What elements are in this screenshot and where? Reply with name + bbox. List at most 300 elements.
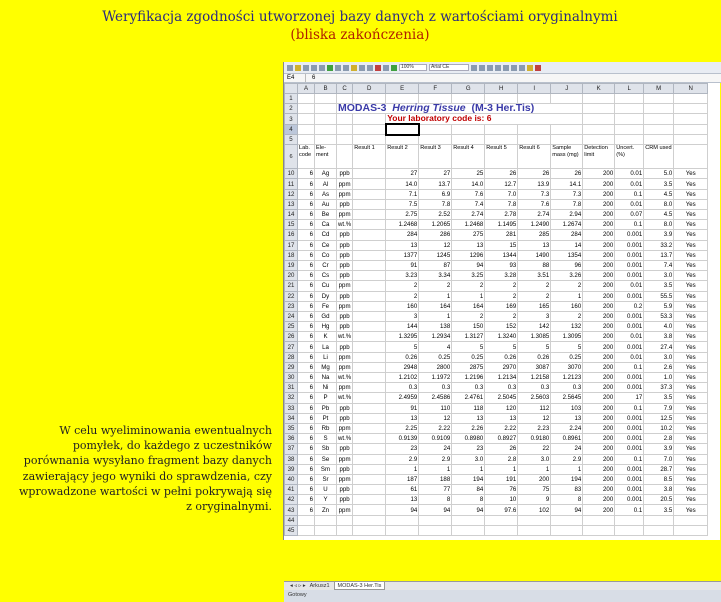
data-cell[interactable]: 2.94 — [551, 210, 583, 220]
data-cell[interactable]: 1.1495 — [485, 220, 518, 230]
data-cell[interactable]: 0.8980 — [452, 434, 485, 444]
cell[interactable] — [419, 135, 452, 145]
redo-icon[interactable] — [367, 65, 373, 71]
data-cell[interactable]: 13 — [386, 413, 419, 423]
row-header[interactable]: 21 — [285, 281, 298, 291]
data-cell[interactable]: 94 — [452, 505, 485, 515]
data-cell[interactable]: 8 — [551, 495, 583, 505]
data-cell[interactable]: Cs — [315, 271, 337, 281]
cell[interactable] — [518, 124, 551, 134]
cell[interactable] — [353, 301, 386, 311]
data-cell[interactable]: Yes — [674, 169, 708, 179]
data-cell[interactable]: 1.2158 — [518, 373, 551, 383]
cell[interactable] — [353, 485, 386, 495]
cell[interactable] — [485, 135, 518, 145]
data-cell[interactable]: 1.2468 — [452, 220, 485, 230]
lab-code-cell[interactable]: Your laboratory code is: 6 — [386, 114, 583, 125]
data-cell[interactable]: 110 — [419, 403, 452, 413]
data-cell[interactable]: 144 — [386, 322, 419, 332]
data-cell[interactable]: 2.74 — [518, 210, 551, 220]
cell[interactable] — [353, 124, 386, 134]
data-cell[interactable]: 194 — [551, 474, 583, 484]
data-cell[interactable]: 1 — [419, 311, 452, 321]
data-cell[interactable]: 8.0 — [644, 220, 674, 230]
data-cell[interactable]: U — [315, 485, 337, 495]
data-cell[interactable]: ppm — [337, 454, 353, 464]
data-cell[interactable]: 0.01 — [615, 332, 644, 342]
data-cell[interactable]: 0.001 — [615, 260, 644, 270]
data-cell[interactable]: 97.6 — [485, 505, 518, 515]
data-cell[interactable]: 94 — [452, 260, 485, 270]
data-cell[interactable]: 2.8 — [485, 454, 518, 464]
row-header[interactable]: 5 — [285, 135, 298, 145]
data-cell[interactable]: 1.2196 — [452, 373, 485, 383]
data-cell[interactable]: 6 — [298, 444, 315, 454]
data-cell[interactable]: Na — [315, 373, 337, 383]
data-cell[interactable]: 2 — [518, 291, 551, 301]
data-cell[interactable]: 0.001 — [615, 485, 644, 495]
data-cell[interactable]: 1354 — [551, 250, 583, 260]
data-cell[interactable]: 0.9180 — [518, 434, 551, 444]
data-cell[interactable]: 200 — [583, 423, 615, 433]
cell[interactable] — [551, 94, 583, 104]
data-cell[interactable]: 2 — [419, 281, 452, 291]
cell[interactable] — [353, 423, 386, 433]
formula-input[interactable]: 6 — [312, 75, 316, 81]
data-cell[interactable]: Co — [315, 250, 337, 260]
cell[interactable] — [353, 311, 386, 321]
data-cell[interactable]: 1377 — [386, 250, 419, 260]
data-cell[interactable]: 2.4586 — [419, 393, 452, 403]
data-cell[interactable]: 6 — [298, 301, 315, 311]
data-cell[interactable]: 0.1 — [615, 454, 644, 464]
cell[interactable] — [615, 124, 644, 134]
cell[interactable] — [551, 124, 583, 134]
data-cell[interactable]: 3 — [386, 311, 419, 321]
data-cell[interactable]: wt.% — [338, 333, 352, 341]
data-cell[interactable]: ppm — [337, 301, 353, 311]
data-cell[interactable]: 3.9 — [644, 230, 674, 240]
data-cell[interactable]: 83 — [551, 485, 583, 495]
data-cell[interactable]: 0.26 — [386, 352, 419, 362]
data-cell[interactable]: 3.34 — [419, 271, 452, 281]
data-cell[interactable]: 12.5 — [644, 413, 674, 423]
data-cell[interactable]: 0.9109 — [419, 434, 452, 444]
column-title-cell[interactable]: Lab. code — [298, 145, 315, 169]
data-cell[interactable]: 2 — [485, 281, 518, 291]
data-cell[interactable]: 93 — [485, 260, 518, 270]
data-cell[interactable]: 142 — [518, 322, 551, 332]
data-cell[interactable]: 13.7 — [644, 250, 674, 260]
data-cell[interactable]: Yes — [674, 199, 708, 209]
cell[interactable] — [353, 169, 386, 179]
data-cell[interactable]: 6 — [298, 189, 315, 199]
data-cell[interactable]: 2.9 — [419, 454, 452, 464]
data-cell[interactable]: Yes — [674, 383, 708, 393]
data-cell[interactable]: 1 — [386, 464, 419, 474]
data-cell[interactable]: Dy — [315, 291, 337, 301]
data-cell[interactable]: 2.26 — [452, 423, 485, 433]
data-cell[interactable]: 200 — [583, 464, 615, 474]
data-cell[interactable]: 2.5045 — [485, 393, 518, 403]
cell[interactable] — [674, 515, 708, 525]
data-cell[interactable]: Yes — [674, 474, 708, 484]
column-title-cell[interactable]: Ele-ment — [315, 145, 337, 169]
data-cell[interactable]: 2.4959 — [386, 393, 419, 403]
data-cell[interactable]: 200 — [583, 322, 615, 332]
data-cell[interactable]: 0.25 — [419, 352, 452, 362]
data-cell[interactable]: 13 — [518, 240, 551, 250]
cell[interactable] — [298, 515, 315, 525]
data-cell[interactable]: 3.0 — [644, 352, 674, 362]
paste-icon[interactable] — [351, 65, 357, 71]
cell[interactable] — [644, 515, 674, 525]
column-header-B[interactable]: B — [315, 84, 337, 94]
column-header-G[interactable]: G — [452, 84, 485, 94]
autosum-icon[interactable] — [375, 65, 381, 71]
cell[interactable] — [353, 505, 386, 515]
data-cell[interactable]: 0.01 — [615, 179, 644, 189]
cell[interactable] — [551, 515, 583, 525]
data-cell[interactable]: 1 — [452, 291, 485, 301]
data-cell[interactable]: 13 — [485, 413, 518, 423]
data-cell[interactable]: Yes — [674, 464, 708, 474]
data-cell[interactable]: 26 — [551, 169, 583, 179]
data-cell[interactable]: 200 — [583, 250, 615, 260]
data-cell[interactable]: 0.001 — [615, 444, 644, 454]
data-cell[interactable]: ppb — [337, 260, 353, 270]
data-cell[interactable]: 200 — [583, 454, 615, 464]
data-cell[interactable]: 91 — [386, 403, 419, 413]
cell[interactable] — [353, 114, 386, 125]
cell[interactable] — [353, 281, 386, 291]
data-cell[interactable]: 112 — [518, 403, 551, 413]
data-cell[interactable]: 200 — [583, 352, 615, 362]
data-cell[interactable]: 6 — [298, 474, 315, 484]
data-cell[interactable]: 1245 — [419, 250, 452, 260]
cell[interactable] — [353, 291, 386, 301]
data-cell[interactable]: 160 — [386, 301, 419, 311]
data-cell[interactable]: 194 — [452, 474, 485, 484]
data-cell[interactable]: 1344 — [485, 250, 518, 260]
cell[interactable] — [298, 104, 315, 114]
data-cell[interactable]: 1.2468 — [386, 220, 419, 230]
data-cell[interactable]: 3.8 — [644, 485, 674, 495]
data-cell[interactable]: 4 — [419, 342, 452, 352]
data-cell[interactable]: 0.001 — [615, 311, 644, 321]
data-cell[interactable]: 6 — [298, 393, 315, 403]
data-cell[interactable]: Yes — [674, 505, 708, 515]
column-title-cell[interactable]: Detection limit — [583, 145, 615, 169]
data-cell[interactable]: 200 — [583, 189, 615, 199]
data-cell[interactable]: 0.1 — [615, 505, 644, 515]
data-cell[interactable]: ppb — [337, 342, 353, 352]
cell[interactable] — [298, 124, 315, 134]
data-cell[interactable]: 1.0 — [644, 373, 674, 383]
data-cell[interactable]: 200 — [583, 199, 615, 209]
cell[interactable] — [452, 135, 485, 145]
data-cell[interactable]: 200 — [583, 474, 615, 484]
cell[interactable] — [315, 104, 337, 114]
cell[interactable] — [674, 525, 708, 535]
data-cell[interactable]: 7.6 — [518, 199, 551, 209]
data-cell[interactable]: wt.% — [338, 394, 352, 402]
column-title-cell[interactable]: Result 6 — [518, 145, 551, 169]
cell[interactable] — [353, 271, 386, 281]
data-cell[interactable]: 0.1 — [615, 189, 644, 199]
row-header[interactable]: 32 — [285, 393, 298, 403]
data-cell[interactable]: 87 — [419, 260, 452, 270]
data-cell[interactable]: 4.5 — [644, 189, 674, 199]
data-cell[interactable]: Yes — [674, 332, 708, 342]
data-cell[interactable]: 200 — [583, 332, 615, 342]
data-cell[interactable]: 2.75 — [386, 210, 419, 220]
cell[interactable] — [386, 515, 419, 525]
cell[interactable] — [353, 454, 386, 464]
data-cell[interactable]: 1 — [419, 464, 452, 474]
data-cell[interactable]: Fe — [315, 301, 337, 311]
data-cell[interactable]: Yes — [674, 342, 708, 352]
row-header[interactable]: 22 — [285, 291, 298, 301]
data-cell[interactable]: 6.9 — [419, 189, 452, 199]
data-cell[interactable]: 5 — [386, 342, 419, 352]
cell[interactable] — [353, 495, 386, 505]
column-title-cell[interactable]: Result 2 — [386, 145, 419, 169]
column-header-K[interactable]: K — [583, 84, 615, 94]
cell[interactable] — [353, 444, 386, 454]
data-cell[interactable]: 6 — [298, 352, 315, 362]
data-cell[interactable]: 91 — [386, 260, 419, 270]
data-cell[interactable]: 3 — [518, 311, 551, 321]
data-cell[interactable]: 26 — [485, 169, 518, 179]
data-cell[interactable]: Yes — [674, 393, 708, 403]
data-cell[interactable]: 1.1972 — [419, 373, 452, 383]
data-cell[interactable]: 1.2134 — [485, 373, 518, 383]
sort-icon[interactable] — [383, 65, 389, 71]
cell[interactable] — [485, 515, 518, 525]
data-cell[interactable]: Yes — [674, 260, 708, 270]
data-cell[interactable]: ppm — [337, 281, 353, 291]
cell[interactable] — [674, 114, 708, 125]
cell[interactable] — [353, 383, 386, 393]
data-cell[interactable]: 1 — [485, 464, 518, 474]
data-cell[interactable]: 26 — [485, 444, 518, 454]
align-right-icon[interactable] — [511, 65, 517, 71]
cell[interactable] — [353, 403, 386, 413]
data-cell[interactable]: ppb — [337, 240, 353, 250]
data-cell[interactable]: 6 — [298, 179, 315, 189]
data-cell[interactable]: 13 — [386, 495, 419, 505]
row-header[interactable]: 28 — [285, 352, 298, 362]
data-cell[interactable]: 275 — [452, 230, 485, 240]
cell[interactable] — [315, 525, 337, 535]
row-header[interactable]: 16 — [285, 230, 298, 240]
cut-icon[interactable] — [335, 65, 341, 71]
data-cell[interactable]: Yes — [674, 230, 708, 240]
data-cell[interactable]: 0.001 — [615, 230, 644, 240]
data-cell[interactable]: 200 — [583, 230, 615, 240]
data-cell[interactable]: 94 — [419, 505, 452, 515]
data-cell[interactable]: 1.2065 — [419, 220, 452, 230]
data-cell[interactable]: 2 — [551, 311, 583, 321]
data-cell[interactable]: 0.01 — [615, 199, 644, 209]
align-center-icon[interactable] — [503, 65, 509, 71]
cell[interactable] — [353, 464, 386, 474]
data-cell[interactable]: 2 — [551, 281, 583, 291]
data-cell[interactable]: ppm — [337, 179, 353, 189]
data-cell[interactable]: Au — [315, 199, 337, 209]
data-cell[interactable]: 6 — [298, 240, 315, 250]
data-cell[interactable]: K — [315, 332, 337, 342]
data-cell[interactable]: 6 — [298, 332, 315, 342]
data-cell[interactable]: 14.1 — [551, 179, 583, 189]
data-cell[interactable]: 53.3 — [644, 311, 674, 321]
data-cell[interactable]: 200 — [583, 220, 615, 230]
cell[interactable] — [353, 250, 386, 260]
cell[interactable] — [337, 114, 353, 125]
data-cell[interactable]: Rb — [315, 423, 337, 433]
data-cell[interactable]: 6 — [298, 220, 315, 230]
data-cell[interactable]: Yes — [674, 271, 708, 281]
data-cell[interactable]: 200 — [583, 403, 615, 413]
data-cell[interactable]: Ag — [315, 169, 337, 179]
cell[interactable] — [674, 124, 708, 134]
data-cell[interactable]: 6 — [298, 199, 315, 209]
data-cell[interactable]: 0.3 — [452, 383, 485, 393]
data-cell[interactable]: 3.9 — [644, 444, 674, 454]
data-cell[interactable]: 200 — [583, 505, 615, 515]
cell[interactable] — [353, 332, 386, 342]
data-cell[interactable]: 6 — [298, 362, 315, 372]
data-cell[interactable]: 200 — [583, 393, 615, 403]
row-header[interactable]: 36 — [285, 434, 298, 444]
data-cell[interactable]: Sb — [315, 444, 337, 454]
data-cell[interactable]: Y — [315, 495, 337, 505]
row-header[interactable]: 4 — [285, 124, 298, 134]
data-cell[interactable]: ppm — [337, 474, 353, 484]
row-header[interactable]: 29 — [285, 362, 298, 372]
data-cell[interactable]: 0.2 — [615, 301, 644, 311]
data-cell[interactable]: 2875 — [452, 362, 485, 372]
data-cell[interactable]: ppm — [337, 505, 353, 515]
data-cell[interactable]: Yes — [674, 179, 708, 189]
cell[interactable] — [485, 124, 518, 134]
data-cell[interactable]: 7.8 — [485, 199, 518, 209]
data-cell[interactable]: 0.25 — [452, 352, 485, 362]
column-header-A[interactable]: A — [298, 84, 315, 94]
data-cell[interactable]: 2.5645 — [551, 393, 583, 403]
cell[interactable] — [583, 104, 615, 114]
data-cell[interactable]: 2 — [386, 291, 419, 301]
cell[interactable] — [315, 135, 337, 145]
cell[interactable] — [353, 362, 386, 372]
data-cell[interactable]: Be — [315, 210, 337, 220]
data-cell[interactable]: 0.001 — [615, 423, 644, 433]
data-cell[interactable]: 23 — [452, 444, 485, 454]
data-cell[interactable]: 3.5 — [644, 179, 674, 189]
cell[interactable] — [452, 515, 485, 525]
new-file-icon[interactable] — [287, 65, 293, 71]
cell[interactable] — [298, 94, 315, 104]
data-cell[interactable]: 6 — [298, 230, 315, 240]
data-cell[interactable]: 6 — [298, 281, 315, 291]
data-cell[interactable]: 200 — [583, 281, 615, 291]
data-cell[interactable]: 1 — [518, 464, 551, 474]
data-cell[interactable]: Yes — [674, 485, 708, 495]
data-cell[interactable]: 5.9 — [644, 301, 674, 311]
row-header[interactable]: 20 — [285, 271, 298, 281]
cell[interactable] — [353, 179, 386, 189]
data-cell[interactable]: 6 — [298, 454, 315, 464]
data-cell[interactable]: 6 — [298, 260, 315, 270]
data-cell[interactable]: 200 — [583, 485, 615, 495]
data-cell[interactable]: ppb — [337, 413, 353, 423]
data-cell[interactable]: 1.2490 — [518, 220, 551, 230]
data-cell[interactable]: Pt — [315, 413, 337, 423]
data-cell[interactable]: 0.001 — [615, 434, 644, 444]
data-cell[interactable]: 20.5 — [644, 495, 674, 505]
data-cell[interactable]: Sr — [315, 474, 337, 484]
data-cell[interactable]: 3.28 — [485, 271, 518, 281]
cell[interactable] — [419, 525, 452, 535]
data-cell[interactable]: 3.0 — [452, 454, 485, 464]
data-cell[interactable]: 4.0 — [644, 322, 674, 332]
data-cell[interactable]: 200 — [583, 495, 615, 505]
cell[interactable] — [452, 124, 485, 134]
font-color-icon[interactable] — [535, 65, 541, 71]
data-cell[interactable]: wt.% — [338, 435, 352, 443]
cell[interactable] — [551, 135, 583, 145]
data-cell[interactable]: ppb — [337, 485, 353, 495]
cell[interactable] — [353, 515, 386, 525]
cell[interactable] — [551, 525, 583, 535]
row-header[interactable]: 15 — [285, 220, 298, 230]
save-icon[interactable] — [303, 65, 309, 71]
cell[interactable] — [674, 135, 708, 145]
column-title-cell[interactable]: Sample mass (mg) — [551, 145, 583, 169]
data-cell[interactable]: ppm — [337, 362, 353, 372]
data-cell[interactable]: Yes — [674, 373, 708, 383]
data-cell[interactable]: 94 — [551, 505, 583, 515]
data-cell[interactable]: Yes — [674, 240, 708, 250]
data-cell[interactable]: La — [315, 342, 337, 352]
data-cell[interactable]: 2.25 — [386, 423, 419, 433]
print-icon[interactable] — [311, 65, 317, 71]
data-cell[interactable]: 7.4 — [644, 260, 674, 270]
data-cell[interactable]: 13 — [551, 413, 583, 423]
column-title-cell[interactable]: CRM used — [644, 145, 674, 169]
data-cell[interactable]: 1 — [452, 464, 485, 474]
data-cell[interactable]: 55.5 — [644, 291, 674, 301]
row-header[interactable]: 27 — [285, 342, 298, 352]
data-cell[interactable]: Yes — [674, 454, 708, 464]
data-cell[interactable]: Yes — [674, 434, 708, 444]
data-cell[interactable]: 14.0 — [452, 179, 485, 189]
cell[interactable] — [419, 124, 452, 134]
data-cell[interactable]: Yes — [674, 352, 708, 362]
cell[interactable] — [353, 220, 386, 230]
cell[interactable] — [583, 94, 615, 104]
column-header-E[interactable]: E — [386, 84, 419, 94]
data-cell[interactable]: 0.001 — [615, 495, 644, 505]
print-preview-icon[interactable] — [319, 65, 325, 71]
data-cell[interactable]: 2970 — [485, 362, 518, 372]
cell[interactable] — [353, 434, 386, 444]
data-cell[interactable]: 24 — [419, 444, 452, 454]
data-cell[interactable]: 6 — [298, 434, 315, 444]
column-title-cell[interactable]: Result 5 — [485, 145, 518, 169]
data-cell[interactable]: Yes — [674, 413, 708, 423]
